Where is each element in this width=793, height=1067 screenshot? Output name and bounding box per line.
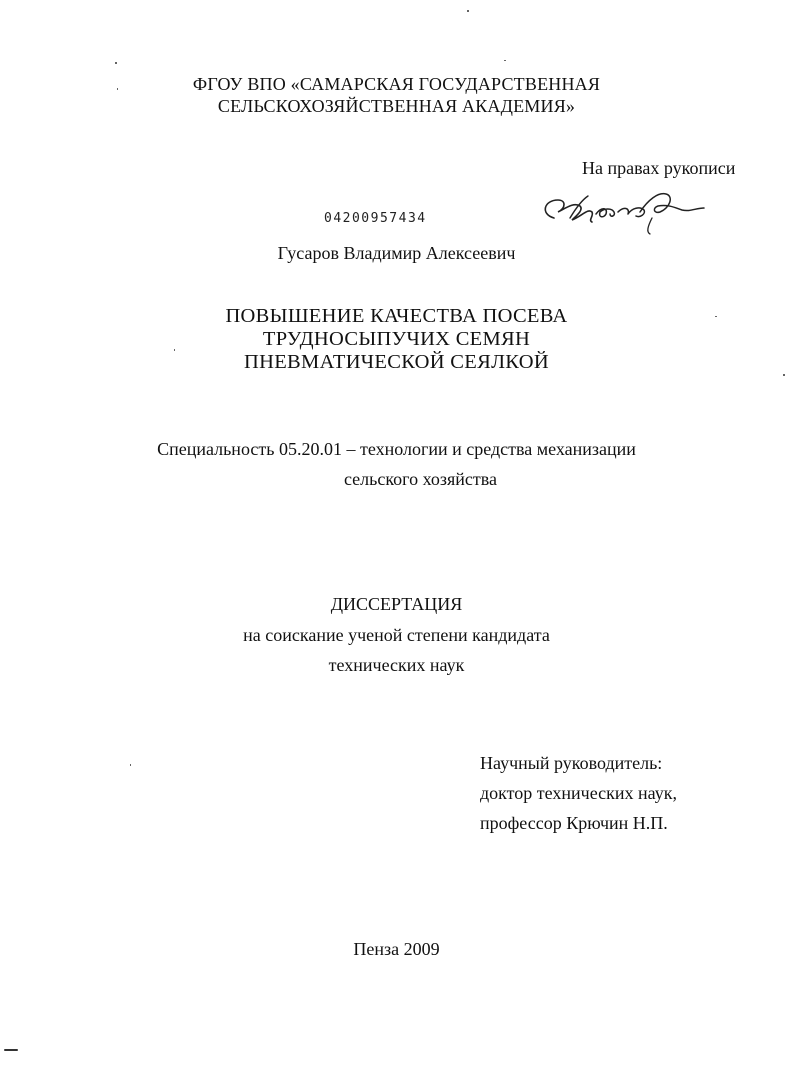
scan-speck <box>117 88 118 90</box>
scan-speck <box>4 1049 18 1051</box>
supervisor-name: профессор Крючин Н.П. <box>480 813 668 833</box>
scan-speck <box>174 349 175 351</box>
scan-speck <box>467 10 469 12</box>
scan-speck <box>783 374 785 376</box>
barcode-number: 04200957434 <box>324 211 427 226</box>
handwritten-signature <box>536 178 716 238</box>
author-name: Гусаров Владимир Алексеевич <box>277 243 516 263</box>
organization-line-2: СЕЛЬСКОХОЗЯЙСТВЕННАЯ АКАДЕМИЯ» <box>217 96 576 116</box>
organization-line-1: ФГОУ ВПО «САМАРСКАЯ ГОСУДАРСТВЕННАЯ <box>192 74 601 94</box>
place-year: Пенза 2009 <box>353 939 440 959</box>
document-type: ДИССЕРТАЦИЯ <box>330 594 463 614</box>
degree-line-2: технических наук <box>328 655 465 675</box>
scan-speck <box>115 62 117 64</box>
specialty-line-2: сельского хозяйства <box>343 469 498 489</box>
specialty-line-1: Специальность 05.20.01 – технологии и средства механизации <box>157 439 636 459</box>
title-line-3: ПНЕВМАТИЧЕСКОЙ СЕЯЛКОЙ <box>244 351 549 373</box>
scan-speck <box>130 764 131 766</box>
degree-line-1: на соискание ученой степени кандидата <box>243 625 550 645</box>
title-line-2: ТРУДНОСЫПУЧИХ СЕМЯН <box>262 328 531 350</box>
supervisor-label: Научный руководитель: <box>480 753 663 773</box>
scan-speck <box>504 60 506 61</box>
supervisor-degree: доктор технических наук, <box>480 783 677 803</box>
scan-speck <box>715 316 717 317</box>
title-line-1: ПОВЫШЕНИЕ КАЧЕСТВА ПОСЕВА <box>225 305 568 327</box>
rights-note: На правах рукописи <box>582 158 736 178</box>
